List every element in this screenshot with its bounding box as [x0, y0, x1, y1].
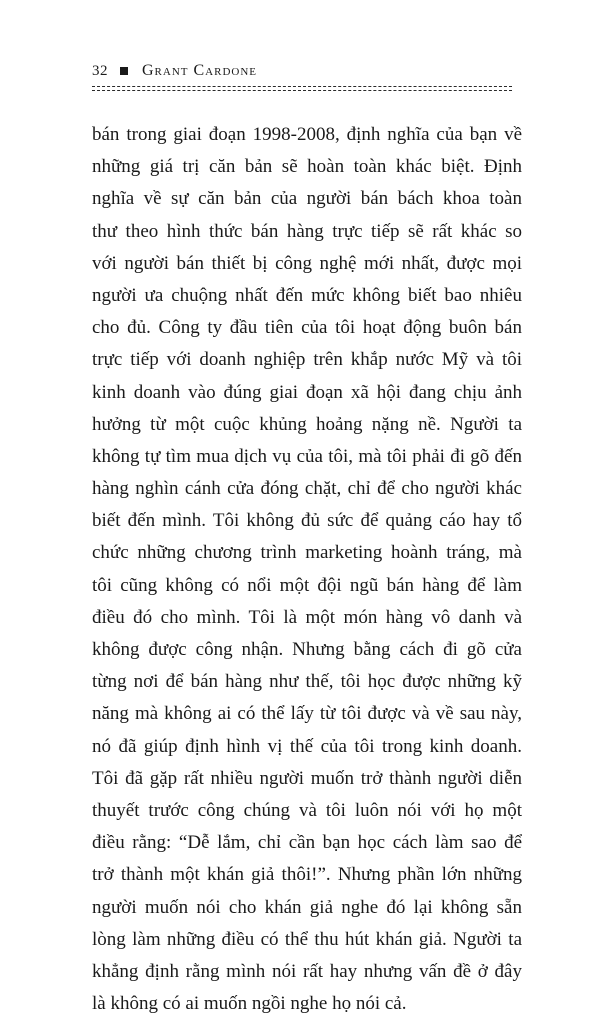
text-line: cho đủ. Công ty đầu tiên của tôi hoạt động buôn bán: [92, 317, 522, 339]
text-line: hưởng từ một cuộc khủng hoảng nặng nề. Người ta: [92, 413, 522, 435]
text-line: thư theo hình thức bán hàng trực tiếp sẽ rất khác so: [92, 220, 522, 242]
text-line: thuyết trước công chúng và tôi luôn nói với họ một: [92, 799, 522, 821]
text-line: người muốn nói cho khán giả nghe đó lại không sẵn: [92, 896, 522, 918]
text-line: biết đến mình. Tôi không đủ sức để quảng cáo hay tổ: [92, 510, 522, 532]
text-line: không tự tìm mua dịch vụ của tôi, mà tôi phải đi gõ đến: [92, 445, 522, 467]
text-line: không được công nhận. Nhưng bằng cách đi gõ cửa: [92, 639, 522, 660]
body-text: [92, 119, 522, 1020]
header-rule-bottom: [92, 90, 512, 91]
text-line: bán trong giai đoạn 1998-2008, định nghĩa của bạn về: [92, 124, 522, 145]
text-line: người ưa chuộng nhất đến mức không biết bao nhiêu: [92, 284, 522, 306]
text-line: chức những chương trình marketing hoành tráng, mà: [92, 542, 522, 564]
text-line: nghĩa về sự căn bản của người bán bách khoa toàn: [92, 188, 522, 210]
square-bullet-icon: [120, 67, 128, 75]
text-line: là không có ai muốn ngồi nghe họ nói cả.: [92, 993, 407, 1015]
text-line: năng mà không ai có thể lấy từ tôi được và về sau này,: [92, 703, 522, 725]
text-line: kinh doanh vào đúng giai đoạn xã hội đang chịu ảnh: [92, 381, 522, 403]
header-rule-top: [92, 86, 512, 87]
text-line: Tôi đã gặp rất nhiều người muốn trở thành người diễn: [92, 767, 522, 789]
text-line: tôi cũng không có nổi một đội ngũ bán hàng để làm: [92, 574, 522, 596]
text-line: trở thành một khán giả thôi!”. Nhưng phần lớn những: [92, 864, 522, 886]
text-line: với người bán thiết bị công nghệ mới nhất, được mọi: [92, 252, 522, 274]
text-line: điều rằng: “Dễ lắm, chỉ cần bạn học cách làm sao để: [92, 832, 522, 854]
text-line: nó đã giúp định hình vị thế của tôi trong kinh doanh.: [92, 735, 522, 757]
text-line: điều đó cho mình. Tôi là một món hàng vô danh và: [92, 606, 522, 628]
text-line: trực tiếp với doanh nghiệp trên khắp nước Mỹ và tôi: [92, 349, 522, 371]
text-line: hàng nghìn cánh cửa đóng chặt, chỉ để cho người khác: [92, 478, 522, 500]
author-name: Grant Cardone: [142, 62, 258, 79]
text-line: những giá trị căn bản sẽ hoàn toàn khác biệt. Định: [92, 156, 522, 178]
text-line: khẳng định rằng mình nói rất hay nhưng vấn đề ở đây: [92, 960, 522, 982]
text-line: từng nơi để bán hàng như thế, tôi học được những kỹ: [92, 671, 522, 693]
running-header: [92, 62, 257, 80]
text-line: lòng làm những điều có thể thu hút khán giả. Người ta: [92, 928, 522, 950]
page-number: 32: [92, 62, 108, 79]
